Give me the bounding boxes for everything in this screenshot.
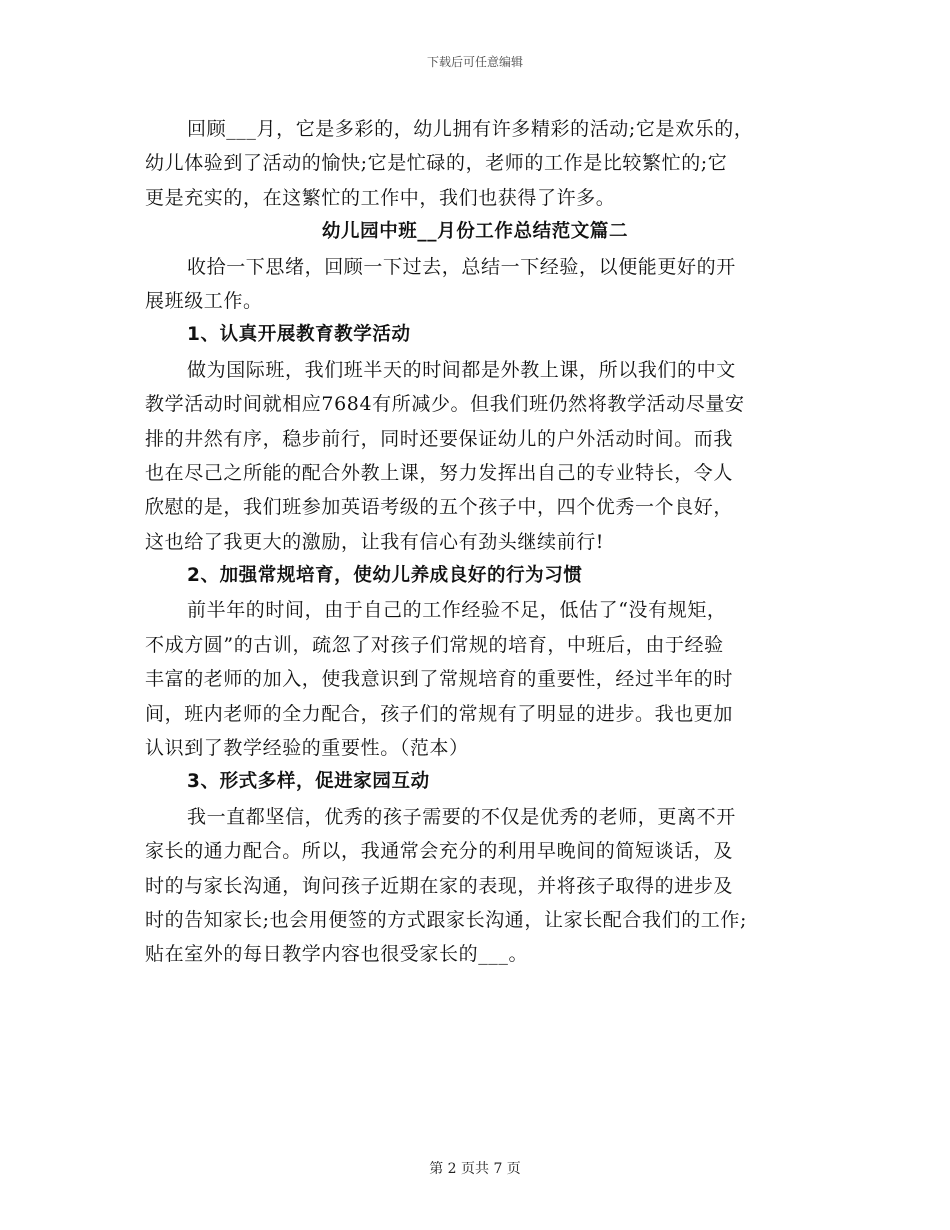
- paragraph-line: 时的与家长沟通，询问孩子近期在家的表现，并将孩子取得的进步及: [145, 874, 734, 897]
- subheading: 1、认真开展教育教学活动: [187, 324, 411, 346]
- paragraph-line: 排的井然有序，稳步前行，同时还要保证幼儿的户外活动时间。而我: [145, 427, 734, 450]
- paragraph-line: 间，班内老师的全力配合，孩子们的常规有了明显的进步。我也更加: [145, 702, 734, 725]
- paragraph-line: 教学活动时间就相应7684有所减少。但我们班仍然将教学活动尽量安: [145, 393, 745, 416]
- page-header: 下载后可任意编辑: [426, 55, 523, 69]
- paragraph-line: 做为国际班，我们班半天的时间都是外教上课，所以我们的中文: [187, 358, 736, 381]
- paragraph-line: 贴在室外的每日教学内容也很受家长的___。: [145, 943, 529, 966]
- paragraph-line: 收拾一下思绪，回顾一下过去，总结一下经验，以便能更好的开: [187, 255, 736, 278]
- paragraph-line: 认识到了教学经验的重要性。（范本）: [145, 737, 469, 760]
- section-title: 幼儿园中班__月份工作总结范文篇二: [321, 221, 629, 243]
- paragraph-line: 回顾___月，它是多彩的，幼儿拥有许多精彩的活动;它是欢乐的，: [187, 118, 754, 140]
- paragraph-line: 也在尽己之所能的配合外教上课，努力发挥出自己的专业特长，令人: [145, 461, 734, 484]
- document-body: [145, 112, 805, 972]
- paragraph-line: 我一直都坚信，优秀的孩子需要的不仅是优秀的老师，更离不开: [187, 805, 736, 828]
- paragraph-line: 不成方圆”的古训，疏忽了对孩子们常规的培育，中班后，由于经验: [145, 633, 724, 656]
- paragraph-line: 家长的通力配合。所以，我通常会充分的利用早晚间的简短谈话，及: [145, 840, 734, 863]
- paragraph-line: 更是充实的，在这繁忙的工作中，我们也获得了许多。: [145, 186, 616, 209]
- paragraph-line: 幼儿体验到了活动的愉快;它是忙碌的，老师的工作是比较繁忙的;它: [145, 152, 728, 175]
- subheading: 2、加强常规培育，使幼儿养成良好的行为习惯: [187, 565, 583, 587]
- subheading: 3、形式多样，促进家园互动: [187, 771, 430, 793]
- paragraph-line: 展班级工作。: [145, 289, 263, 312]
- paragraph-line: 前半年的时间，由于自己的工作经验不足，低估了“没有规矩，: [187, 599, 727, 622]
- paragraph-line: 时的告知家长;也会用便签的方式跟家长沟通，让家长配合我们的工作;: [145, 908, 748, 931]
- paragraph-line: 丰富的老师的加入，使我意识到了常规培育的重要性，经过半年的时: [145, 668, 734, 691]
- page-footer: 第 2 页共 7 页: [429, 1161, 521, 1177]
- paragraph-line: 这也给了我更大的激励，让我有信心有劲头继续前行!: [145, 530, 605, 553]
- paragraph-line: 欣慰的是，我们班参加英语考级的五个孩子中，四个优秀一个良好，: [145, 496, 734, 519]
